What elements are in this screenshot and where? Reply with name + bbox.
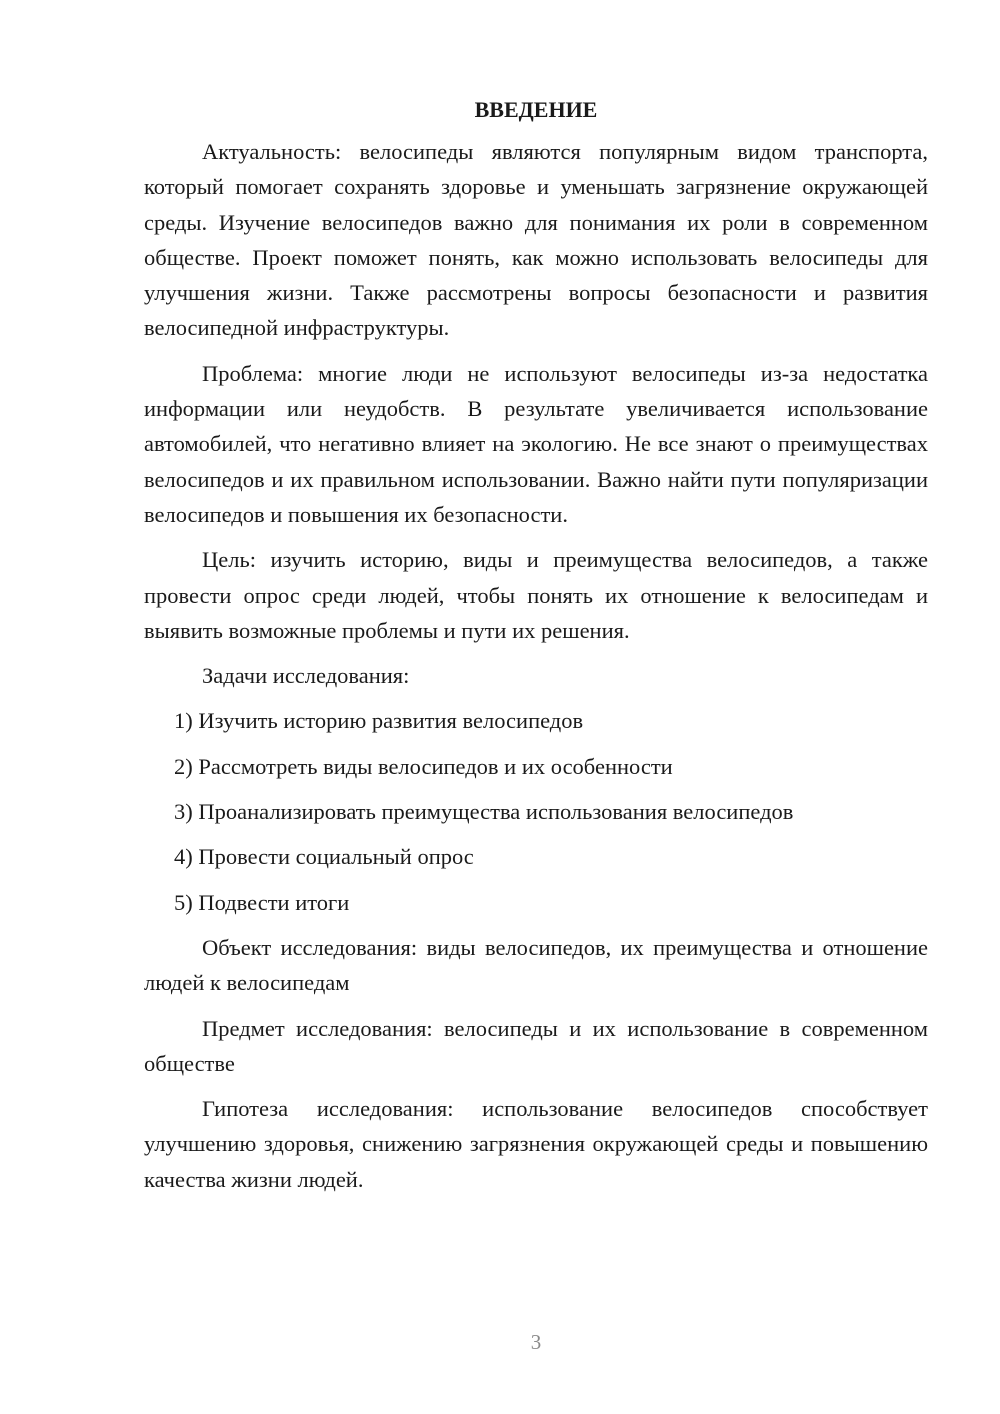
page-number: 3 (530, 1330, 542, 1354)
tasks-list (144, 703, 928, 919)
subject-paragraph: Предмет исследования: велосипеды и их использование в современном обществе (144, 1015, 928, 1076)
relevance-paragraph: Актуальность: велосипеды являются популярным видом транспорта, который помогает сохранять здоровье и уменьшать загрязнение окружающей среды. Изучение велосипедов важно для понимания их роли в современном обществе. Проект поможет понять, как можно использовать велосипеды для улучшения жизни. Также рассмотрены вопросы безопасности и развития велосипедной инфраструктуры. (144, 139, 928, 341)
document-page (144, 92, 928, 1207)
task-item: 5) Подвести итоги (174, 889, 350, 915)
tasks-heading: Задачи исследования: (202, 663, 410, 689)
task-item: 3) Проанализировать преимущества использования велосипедов (174, 799, 794, 825)
task-item: 2) Рассмотреть виды велосипедов и их особенности (174, 753, 673, 779)
task-item: 1) Изучить историю развития велосипедов (174, 708, 584, 734)
hypothesis-paragraph: Гипотеза исследования: использование велосипедов способствует улучшению здоровья, снижению загрязнения окружающей среды и повышению качества жизни людей. (144, 1096, 928, 1192)
task-item: 4) Провести социальный опрос (174, 844, 474, 870)
problem-paragraph: Проблема: многие люди не используют велосипеды из-за недостатка информации или неудобств. В результате увеличивается использование автомобилей, что негативно влияет на экологию. Не все знают о преимуществах велосипедов и их правильном использовании. Важно найти пути популяризации велосипедов и повышения их безопасности. (144, 360, 928, 527)
object-paragraph: Объект исследования: виды велосипедов, их преимущества и отношение людей к велосипедам (144, 934, 928, 996)
goal-paragraph: Цель: изучить историю, виды и преимущества велосипедов, а также провести опрос среди людей, чтобы понять их отношение к велосипедам и выявить возможные проблемы и пути их решения. (144, 547, 928, 643)
document-title: ВВЕДЕНИЕ (474, 97, 598, 122)
